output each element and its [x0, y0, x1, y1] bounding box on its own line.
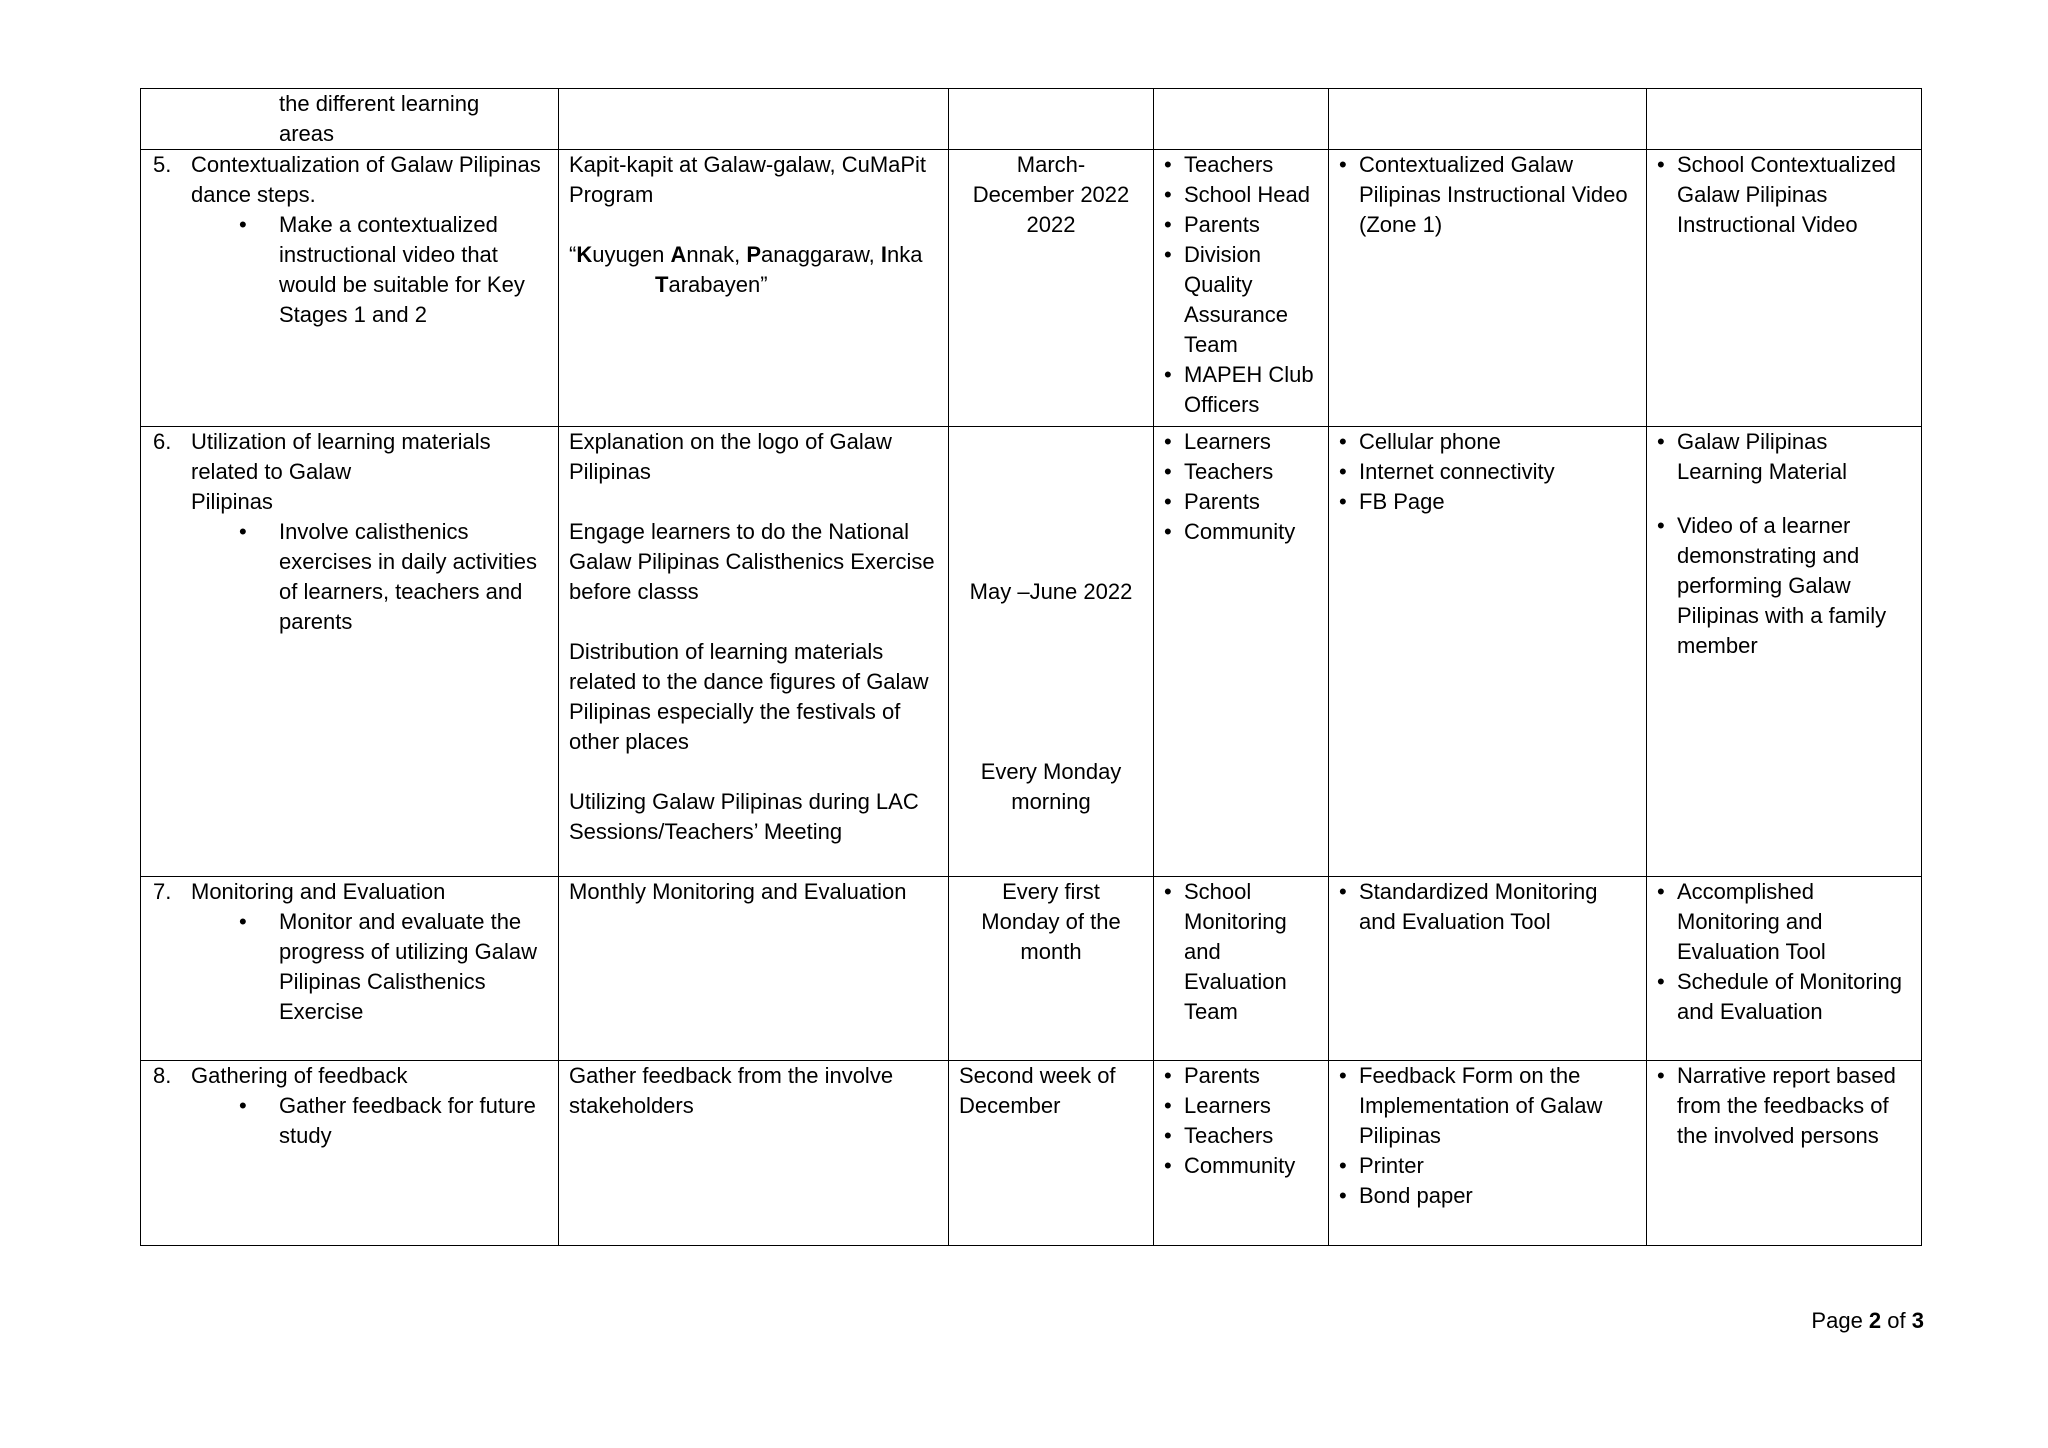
- item-number: 5.: [153, 152, 172, 177]
- list-item: • Learners: [1164, 427, 1318, 457]
- cell-text: areas: [279, 121, 335, 146]
- resources-cell: [1329, 877, 1647, 1061]
- strategy-cell: [559, 877, 949, 1061]
- sub-objective: Monitor and evaluate the progress of utilizing Galaw Pilipinas Calisthenics Exercise: [279, 909, 538, 1024]
- list-item: • Cellular phone: [1339, 427, 1636, 457]
- time-frame-cell: [949, 1061, 1154, 1246]
- strategy-cell: [559, 427, 949, 877]
- time-text: month: [1020, 939, 1082, 964]
- bullet-icon: •: [1164, 1093, 1172, 1118]
- time-text: May –June 2022: [969, 579, 1133, 604]
- list-item: • Teachers: [1164, 457, 1318, 487]
- list-item: • School Head: [1164, 180, 1318, 210]
- item-number: 6.: [153, 429, 172, 454]
- list-item: • Bond paper: [1339, 1181, 1636, 1211]
- objective-title: Contextualization of Galaw Pilipinas dance steps.: [191, 152, 541, 207]
- time-frame-cell: [949, 877, 1154, 1061]
- time-frame-cell: [949, 150, 1154, 427]
- bullet-icon: •: [1657, 879, 1665, 904]
- bullet-icon: •: [1657, 152, 1665, 177]
- bullet-icon: •: [1339, 879, 1347, 904]
- resources-cell: [1329, 427, 1647, 877]
- item-number: 8.: [153, 1063, 172, 1088]
- bullet-icon: •: [1164, 212, 1172, 237]
- persons-involved-cell: [1154, 1061, 1329, 1246]
- bullet-icon: •: [239, 909, 247, 934]
- resources-cell: [1329, 1061, 1647, 1246]
- list-item: • Learners: [1164, 1091, 1318, 1121]
- strategy-text: Engage learners to do the National Galaw Pilipinas Calisthenics Exercise before classs: [569, 519, 935, 604]
- objective-cell: [141, 877, 559, 1061]
- strategy-cell: [559, 150, 949, 427]
- list-item: • Contextualized Galaw Pilipinas Instructional Video (Zone 1): [1339, 150, 1636, 240]
- strategy-text: Kapit-kapit at Galaw-galaw, CuMaPit Program: [569, 152, 927, 207]
- footer-label: of: [1881, 1308, 1912, 1333]
- page-number-footer: [1811, 1308, 1924, 1334]
- output-cell: [1647, 877, 1922, 1061]
- bullet-icon: •: [1339, 429, 1347, 454]
- action-plan-table: [140, 88, 1922, 1246]
- output-cell: [1647, 150, 1922, 427]
- list-item: • Community: [1164, 517, 1318, 547]
- list-item: • Accomplished Monitoring and Evaluation Tool: [1657, 877, 1911, 967]
- total-pages: 3: [1911, 1308, 1924, 1333]
- bullet-icon: •: [1339, 152, 1347, 177]
- list-item: • Narrative report based from the feedbacks of the involved persons: [1657, 1061, 1911, 1151]
- table-row: [141, 89, 1922, 150]
- objective-cell: [141, 150, 559, 427]
- list-item: • Teachers: [1164, 150, 1318, 180]
- bullet-icon: •: [1164, 1123, 1172, 1148]
- time-text: Second week of December: [959, 1063, 1116, 1118]
- list-item: • Parents: [1164, 487, 1318, 517]
- table-row: [141, 1061, 1922, 1246]
- bullet-icon: •: [1339, 459, 1347, 484]
- strategy-text: Explanation on the logo of Galaw Pilipinas: [569, 429, 892, 484]
- list-item: • Teachers: [1164, 1121, 1318, 1151]
- table-row: [141, 427, 1922, 877]
- list-item: • Feedback Form on the Implementation of Galaw Pilipinas: [1339, 1061, 1636, 1151]
- output-cell: [1647, 427, 1922, 877]
- list-item: • Parents: [1164, 1061, 1318, 1091]
- time-text: Monday of the: [981, 909, 1121, 934]
- sub-objective: Involve calisthenics exercises in daily activities of learners, teachers and parents: [279, 519, 537, 634]
- strategy-cell: [559, 89, 949, 150]
- persons-involved-cell: [1154, 877, 1329, 1061]
- cell-text: the different learning: [279, 91, 480, 116]
- bullet-icon: •: [1164, 182, 1172, 207]
- time-text: morning: [1011, 789, 1091, 814]
- output-cell: [1647, 89, 1922, 150]
- bullet-icon: •: [1339, 489, 1347, 514]
- bullet-icon: •: [1657, 513, 1665, 538]
- objective-title: Monitoring and Evaluation: [191, 879, 446, 904]
- table-row: [141, 877, 1922, 1061]
- objective-cell: [141, 427, 559, 877]
- bullet-icon: •: [239, 519, 247, 544]
- footer-label: Page: [1811, 1308, 1869, 1333]
- bullet-icon: •: [1164, 459, 1172, 484]
- strategy-text: Utilizing Galaw Pilipinas during LAC Sessions/Teachers’ Meeting: [569, 789, 919, 844]
- output-cell: [1647, 1061, 1922, 1246]
- current-page-number: 2: [1868, 1308, 1882, 1333]
- resources-cell: [1329, 150, 1647, 427]
- persons-involved-cell: [1154, 89, 1329, 150]
- persons-involved-cell: [1154, 427, 1329, 877]
- time-text: 2022: [1026, 212, 1076, 237]
- objective-cell: [141, 89, 559, 150]
- objective-cell: [141, 1061, 559, 1246]
- strategy-text: Distribution of learning materials related to the dance figures of Galaw Pilipinas especially the festivals of other places: [569, 639, 929, 754]
- bullet-icon: •: [1164, 489, 1172, 514]
- bullet-icon: •: [1164, 519, 1172, 544]
- list-item: • Galaw Pilipinas Learning Material: [1657, 427, 1911, 487]
- bullet-icon: •: [1164, 152, 1172, 177]
- resources-cell: [1329, 89, 1647, 150]
- bullet-icon: •: [1164, 362, 1172, 387]
- bullet-icon: •: [239, 212, 247, 237]
- bullet-icon: •: [239, 1093, 247, 1118]
- time-frame-cell: [949, 89, 1154, 150]
- list-item: • Printer: [1339, 1151, 1636, 1181]
- table-row: [141, 150, 1922, 427]
- list-item: • Standardized Monitoring and Evaluation Tool: [1339, 877, 1636, 937]
- bullet-icon: •: [1164, 1063, 1172, 1088]
- bullet-icon: •: [1339, 1153, 1347, 1178]
- list-item: • Schedule of Monitoring and Evaluation: [1657, 967, 1911, 1027]
- program-motto-line2: Tarabayen”: [655, 272, 768, 297]
- time-text: Every Monday: [980, 759, 1122, 784]
- list-item: • FB Page: [1339, 487, 1636, 517]
- persons-involved-cell: [1154, 150, 1329, 427]
- time-text: March-: [1016, 152, 1086, 177]
- bullet-icon: •: [1164, 429, 1172, 454]
- list-item: • School Contextualized Galaw Pilipinas Instructional Video: [1657, 150, 1911, 240]
- objective-title: Utilization of learning materials related to Galaw Pilipinas: [191, 429, 491, 514]
- bullet-icon: •: [1339, 1183, 1347, 1208]
- list-item: • Community: [1164, 1151, 1318, 1181]
- strategy-text: Monthly Monitoring and Evaluation: [569, 879, 907, 904]
- bullet-icon: •: [1164, 879, 1172, 904]
- bullet-icon: •: [1657, 1063, 1665, 1088]
- bullet-icon: •: [1339, 1063, 1347, 1088]
- strategy-text: Gather feedback from the involve stakeholders: [569, 1063, 894, 1118]
- list-item: • Division Quality Assurance Team: [1164, 240, 1318, 360]
- objective-title: Gathering of feedback: [191, 1063, 408, 1088]
- sub-objective: Make a contextualized instructional video that would be suitable for Key Stages 1 and 2: [279, 212, 525, 327]
- strategy-cell: [559, 1061, 949, 1246]
- list-item: • Parents: [1164, 210, 1318, 240]
- item-number: 7.: [153, 879, 172, 904]
- bullet-icon: •: [1164, 242, 1172, 267]
- sub-objective: Gather feedback for future study: [279, 1093, 536, 1148]
- time-text: Every first: [1002, 879, 1100, 904]
- bullet-icon: •: [1164, 1153, 1172, 1178]
- time-text: December 2022: [972, 182, 1130, 207]
- list-item: • Video of a learner demonstrating and performing Galaw Pilipinas with a family member: [1657, 511, 1911, 661]
- bullet-icon: •: [1657, 969, 1665, 994]
- bullet-icon: •: [1657, 429, 1665, 454]
- time-frame-cell: [949, 427, 1154, 877]
- list-item: • School Monitoring and Evaluation Team: [1164, 877, 1318, 1027]
- list-item: • Internet connectivity: [1339, 457, 1636, 487]
- list-item: • MAPEH Club Officers: [1164, 360, 1318, 420]
- program-motto: “Kuyugen Annak, Panaggaraw, Inka: [569, 242, 923, 267]
